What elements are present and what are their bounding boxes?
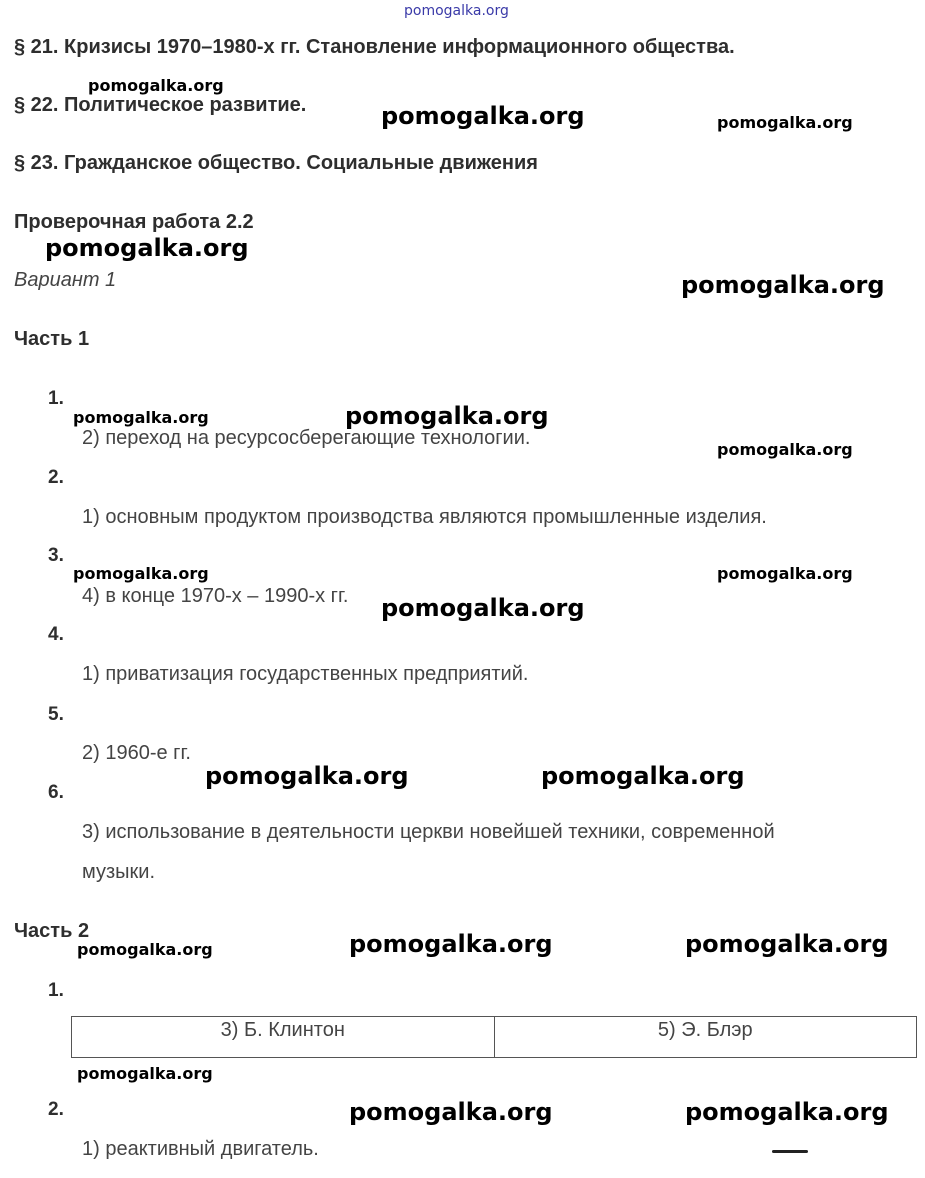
watermark: pomogalka.org bbox=[685, 1098, 889, 1126]
watermark: pomogalka.org bbox=[685, 930, 889, 958]
section-23-heading: § 23. Гражданское общество. Социальные движения bbox=[14, 152, 538, 174]
answer-text: 1) основным продуктом производства являются промышленные изделия. bbox=[82, 506, 767, 528]
answer-text-continued: музыки. bbox=[82, 861, 155, 883]
question-number: 2. bbox=[48, 1099, 64, 1120]
part2-heading: Часть 2 bbox=[14, 920, 90, 942]
watermark: pomogalka.org bbox=[717, 113, 853, 132]
watermark: pomogalka.org bbox=[381, 102, 585, 130]
question-number: 4. bbox=[48, 624, 64, 645]
section-22-heading: § 22. Политическое развитие. bbox=[14, 94, 307, 116]
answer-text: 1) приватизация государственных предприятий. bbox=[82, 663, 529, 685]
question-number: 3. bbox=[48, 545, 64, 566]
question-number: 1. bbox=[48, 980, 64, 1001]
stray-mark bbox=[772, 1150, 808, 1153]
answer-text: 3) использование в деятельности церкви новейшей техники, современной bbox=[82, 821, 775, 843]
watermark: pomogalka.org bbox=[381, 594, 585, 622]
part1-heading: Часть 1 bbox=[14, 328, 90, 350]
watermark: pomogalka.org bbox=[73, 564, 209, 583]
question-number: 2. bbox=[48, 467, 64, 488]
answer-text: 2) переход на ресурсосберегающие технологии. bbox=[82, 427, 531, 449]
answer-cell-1: 3) Б. Клинтон bbox=[72, 1017, 495, 1058]
test-title: Проверочная работа 2.2 bbox=[14, 211, 254, 233]
watermark: pomogalka.org bbox=[681, 271, 885, 299]
question-number: 5. bbox=[48, 704, 64, 725]
watermark-top: pomogalka.org bbox=[404, 3, 509, 19]
question-number: 1. bbox=[48, 388, 64, 409]
watermark: pomogalka.org bbox=[205, 762, 409, 790]
answer-text: 1) реактивный двигатель. bbox=[82, 1138, 319, 1160]
watermark: pomogalka.org bbox=[349, 930, 553, 958]
watermark: pomogalka.org bbox=[345, 402, 549, 430]
watermark: pomogalka.org bbox=[45, 234, 249, 262]
section-21-heading: § 21. Кризисы 1970–1980-х гг. Становление информационного общества. bbox=[14, 36, 735, 58]
watermark: pomogalka.org bbox=[88, 76, 224, 95]
question-number: 6. bbox=[48, 782, 64, 803]
watermark: pomogalka.org bbox=[77, 1064, 213, 1083]
watermark: pomogalka.org bbox=[77, 940, 213, 959]
watermark: pomogalka.org bbox=[717, 564, 853, 583]
watermark: pomogalka.org bbox=[717, 440, 853, 459]
watermark: pomogalka.org bbox=[73, 408, 209, 427]
answer-table bbox=[71, 1016, 917, 1058]
watermark: pomogalka.org bbox=[349, 1098, 553, 1126]
answer-text: 4) в конце 1970-х – 1990-х гг. bbox=[82, 585, 349, 607]
answer-text: 2) 1960-е гг. bbox=[82, 742, 191, 764]
answer-cell-2: 5) Э. Блэр bbox=[494, 1017, 917, 1058]
variant-label: Вариант 1 bbox=[14, 269, 117, 291]
watermark: pomogalka.org bbox=[541, 762, 745, 790]
